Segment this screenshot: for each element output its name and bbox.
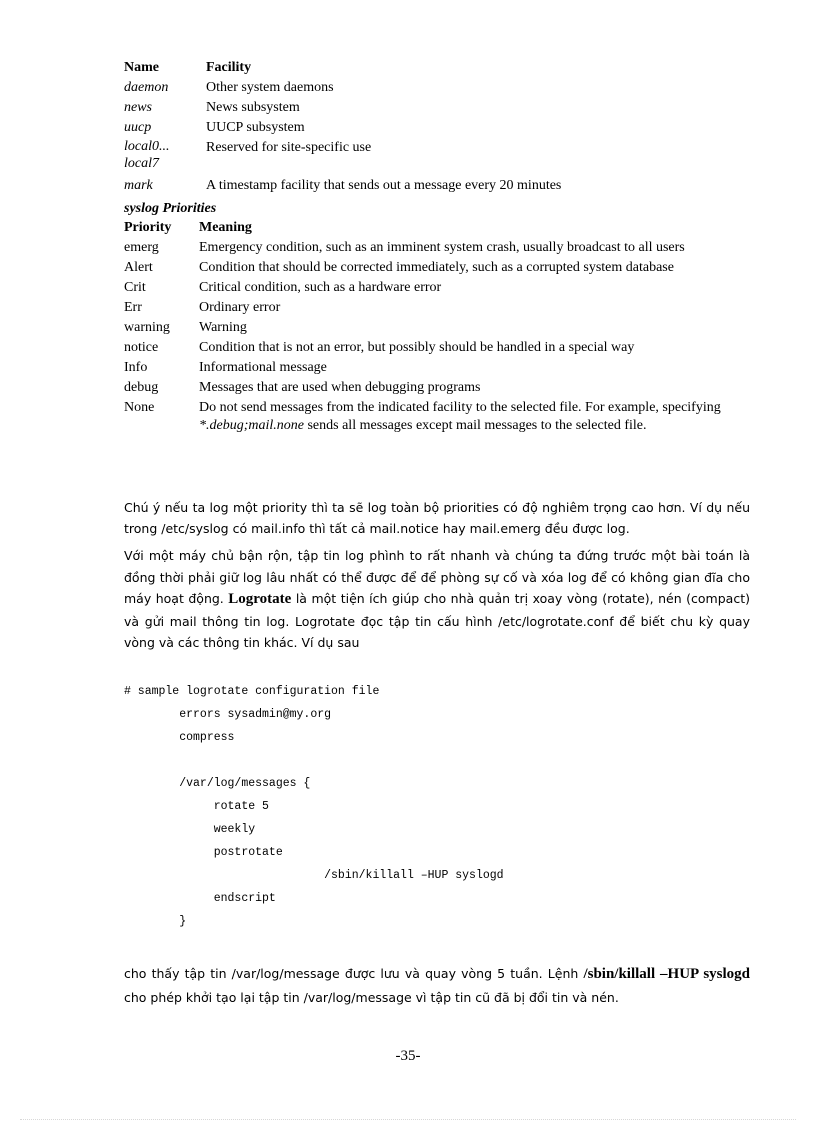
page-number: -35- [395, 1048, 421, 1064]
footer-divider [20, 1119, 796, 1120]
priority-name: None [124, 400, 155, 415]
priorities-heading: syslog Priorities [124, 201, 217, 216]
priority-desc: Condition that is not an error, but possibly should be handled in a special way [199, 340, 635, 355]
syslog-priority-table [124, 219, 744, 437]
priority-desc: Emergency condition, such as an imminent system crash, usually broadcast to all users [199, 240, 685, 255]
selector-example: *.debug;mail.none [199, 418, 304, 433]
priority-row [124, 359, 744, 377]
facility-desc: A timestamp facility that sends out a message every 20 minutes [206, 178, 562, 193]
priority-desc: Informational message [199, 360, 327, 375]
priority-desc: Critical condition, such as a hardware error [199, 280, 442, 295]
priority-header-name: Priority [124, 220, 172, 235]
priority-name: emerg [124, 240, 159, 255]
facility-name: news [124, 100, 152, 115]
priority-row-none [124, 399, 744, 435]
syslog-facility-table [124, 58, 744, 196]
facility-row [124, 78, 744, 98]
para3-text-before: cho thấy tập tin /var/log/message được lưu và quay vòng 5 tuần. Lệnh [124, 966, 584, 981]
priority-row [124, 259, 744, 277]
priority-name: Alert [124, 260, 153, 275]
priority-row [124, 299, 744, 317]
facility-row [124, 138, 744, 176]
none-desc-after: sends all messages except mail messages to the selected file. [303, 418, 647, 433]
logrotate-explanation-paragraph [124, 962, 750, 1009]
facility-desc: News subsystem [206, 100, 300, 115]
priority-name: Err [124, 300, 142, 315]
none-desc-before: Do not send messages from the indicated facility to the selected file. For example, specifying [199, 400, 721, 415]
facility-row [124, 98, 744, 118]
facility-name: mark [124, 178, 153, 193]
code-line: /sbin/killall –HUP syslogd [124, 869, 504, 882]
priority-name: Info [124, 360, 148, 375]
priority-name: notice [124, 340, 159, 355]
code-line: } [124, 915, 187, 928]
facility-desc: Other system daemons [206, 80, 334, 95]
facility-name: daemon [124, 80, 169, 95]
priority-row [124, 339, 744, 357]
facility-row [124, 118, 744, 138]
priority-desc: Condition that should be corrected immediately, such as a corrupted system database [199, 260, 674, 275]
priority-desc: Ordinary error [199, 300, 281, 315]
facility-desc: UUCP subsystem [206, 120, 305, 135]
facility-name: uucp [124, 120, 152, 135]
facility-row [124, 176, 744, 196]
priority-row [124, 379, 744, 397]
code-line: endscript [124, 892, 276, 905]
code-line: compress [124, 731, 235, 744]
code-line: rotate 5 [124, 800, 269, 813]
logrotate-intro-paragraph [124, 545, 750, 654]
priority-name: Crit [124, 280, 146, 295]
code-line: /var/log/messages { [124, 777, 311, 790]
logrotate-term: Logrotate [228, 591, 292, 607]
priority-header-desc: Meaning [199, 220, 252, 235]
para2-text-after: là một tiện ích giúp cho nhà quản trị xoay vòng (rotate), nén (compact) và gửi mail thông tin log. Logrotate đọc tập tin cấu hình /etc/logrotate.conf để biết chu kỳ quay vòng và các thông tin khác. Ví dụ sau [124, 591, 750, 650]
priority-note-paragraph: Chú ý nếu ta log một priority thì ta sẽ log toàn bộ priorities có độ nghiêm trọng cao hơn. Ví dụ nếu trong /etc/syslog có mail.info thì tất cả mail.notice hay mail.emerg đều được log. [124, 500, 750, 536]
priority-row [124, 239, 744, 257]
code-line: errors sysadmin@my.org [124, 708, 332, 721]
code-line: # sample logrotate configuration file [124, 685, 380, 698]
para2-text-before: Với một máy chủ bận rộn, tập tin log phình to rất nhanh và chúng ta đứng trước một bài toán là đồng thời phải giữ log lâu nhất có thể được để để phòng sự cố và xóa log để có không gian đĩa cho máy hoạt động. [124, 548, 750, 606]
priority-desc: Messages that are used when debugging programs [199, 380, 481, 395]
priority-name: warning [124, 320, 170, 335]
killall-command: /sbin/killall –HUP syslogd [583, 966, 750, 982]
priority-row [124, 319, 744, 337]
facility-desc: Reserved for site-specific use [206, 140, 372, 155]
facility-table-header [124, 58, 744, 78]
code-line [124, 749, 504, 772]
code-line: postrotate [124, 846, 283, 859]
priority-desc [199, 399, 744, 435]
facility-header-name: Name [124, 60, 159, 75]
logrotate-config-code-block [124, 680, 504, 933]
para3-text-after: cho phép khởi tạo lại tập tin /var/log/message vì tập tin cũ đã bị đổi tin và nén. [124, 990, 619, 1005]
priority-desc: Warning [199, 320, 247, 335]
priority-row [124, 279, 744, 297]
facility-name: local0... [124, 139, 170, 154]
facility-header-desc: Facility [206, 60, 252, 75]
facility-name-end: local7 [124, 156, 159, 171]
priority-table-header [124, 219, 744, 237]
priority-name: debug [124, 380, 159, 395]
code-line: weekly [124, 823, 256, 836]
